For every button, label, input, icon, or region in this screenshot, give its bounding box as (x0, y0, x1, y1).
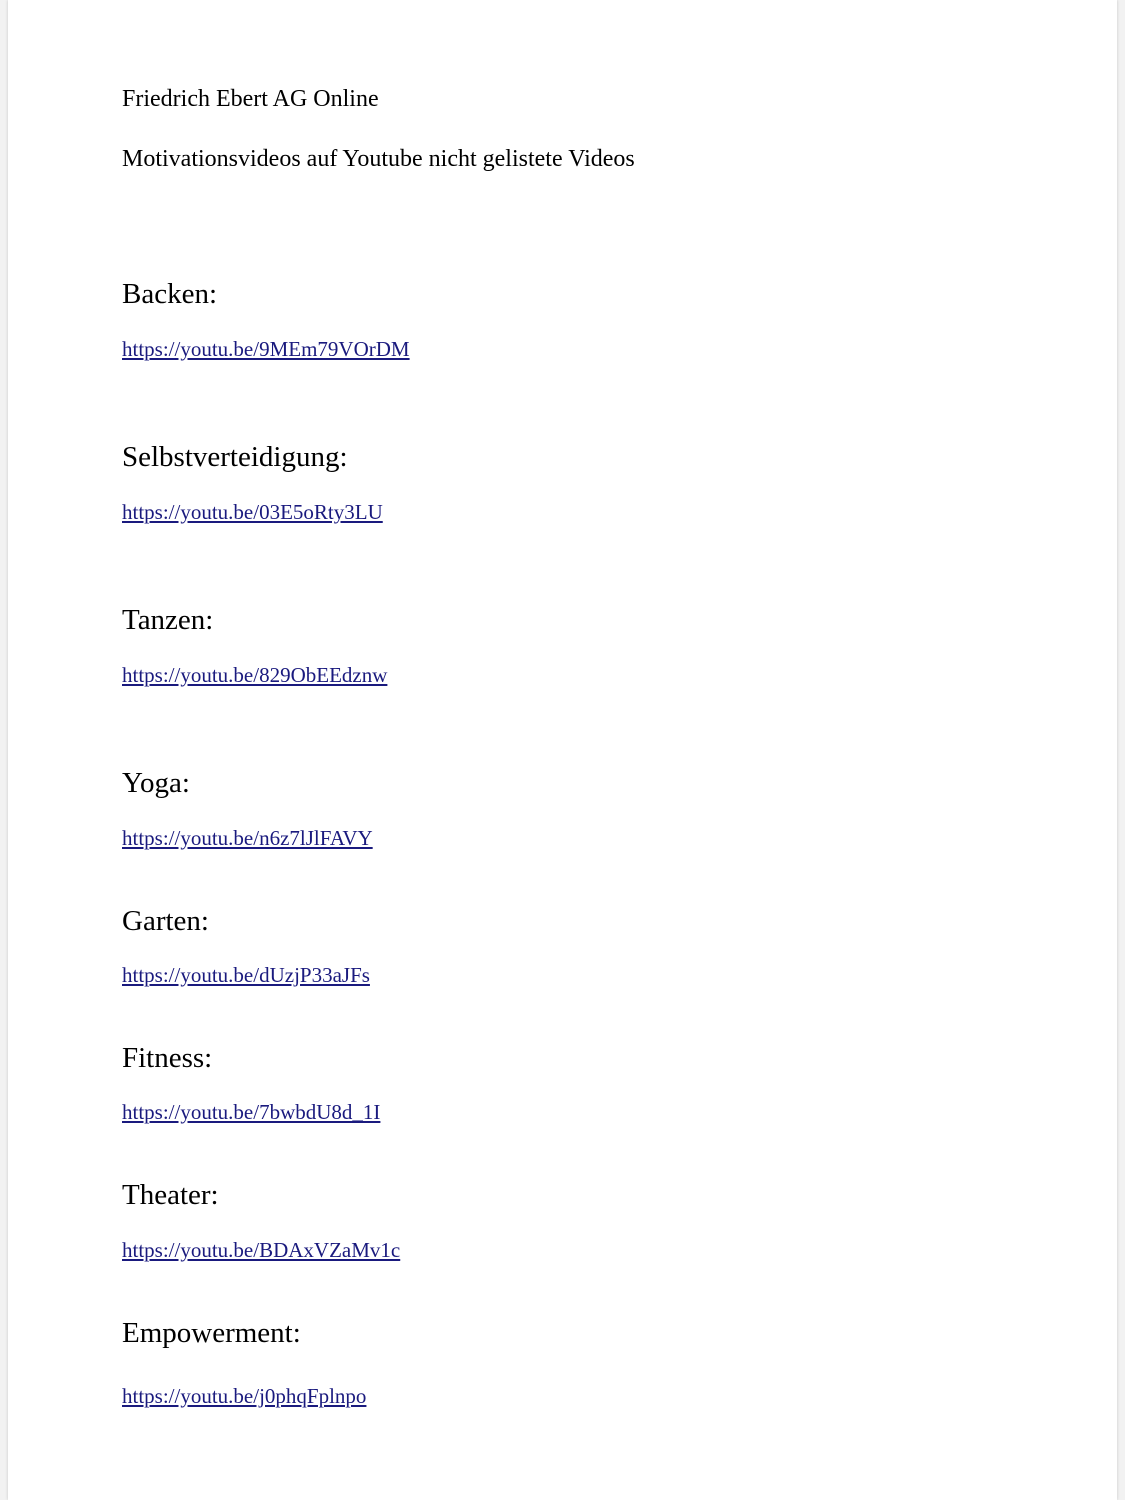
document-title: Friedrich Ebert AG Online (122, 86, 379, 112)
section-heading-fitness: Fitness: (122, 1042, 213, 1074)
video-link-backen[interactable]: https://youtu.be/9MEm79VOrDM (122, 337, 410, 361)
video-link-empowerment[interactable]: https://youtu.be/j0phqFplnpo (122, 1384, 367, 1408)
section-heading-selbstverteidigung: Selbstverteidigung: (122, 441, 348, 473)
document-page (8, 0, 1117, 1500)
section-heading-theater: Theater: (122, 1179, 219, 1211)
video-link-fitness[interactable]: https://youtu.be/7bwbdU8d_1I (122, 1100, 381, 1124)
section-heading-garten: Garten: (122, 905, 209, 937)
document-subtitle: Motivationsvideos auf Youtube nicht gelistete Videos (122, 146, 635, 172)
section-heading-empowerment: Empowerment: (122, 1317, 301, 1349)
section-heading-backen: Backen: (122, 278, 218, 310)
video-link-yoga[interactable]: https://youtu.be/n6z7lJlFAVY (122, 826, 373, 850)
section-heading-yoga: Yoga: (122, 767, 190, 799)
video-link-tanzen[interactable]: https://youtu.be/829ObEEdznw (122, 663, 388, 687)
video-link-theater[interactable]: https://youtu.be/BDAxVZaMv1c (122, 1238, 401, 1262)
video-link-selbstverteidigung[interactable]: https://youtu.be/03E5oRty3LU (122, 500, 383, 524)
section-heading-tanzen: Tanzen: (122, 604, 214, 636)
video-link-garten[interactable]: https://youtu.be/dUzjP33aJFs (122, 963, 370, 987)
